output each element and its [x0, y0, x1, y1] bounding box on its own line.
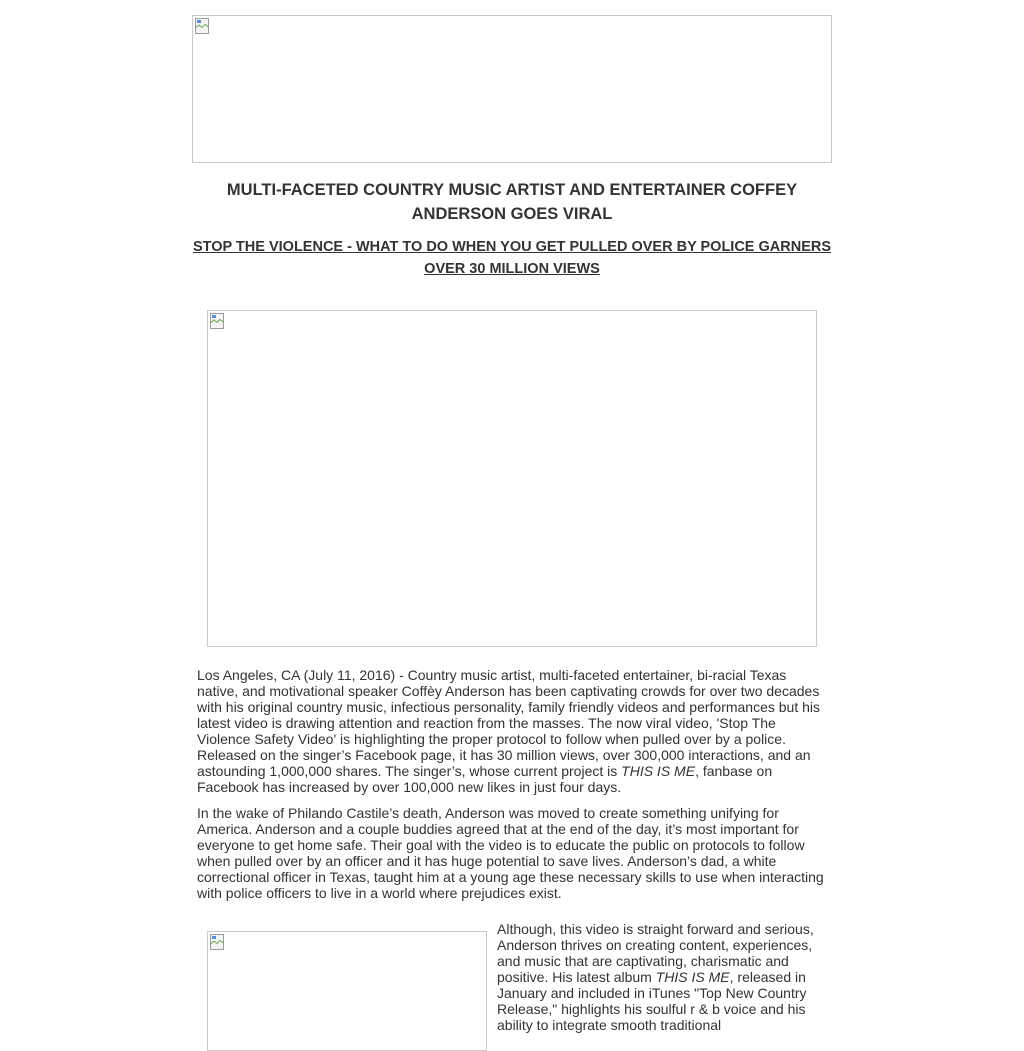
broken-image-icon — [195, 18, 209, 34]
paragraph-text: , fanbase on Facebook has increased by over 100,000 new likes in just four days. — [197, 763, 773, 795]
broken-image-icon — [210, 934, 224, 950]
paragraph-text: Although, this video is straight forward and serious, Anderson thrives on creating content, experiences, and music that are captivating, charismatic and positive. His latest album — [497, 921, 814, 985]
album-title: THIS IS ME — [621, 763, 696, 779]
page-title: MULTI-FACETED COUNTRY MUSIC ARTIST AND ENTERTAINER COFFEY ANDERSON GOES VIRAL — [226, 181, 798, 223]
album-title: THIS IS ME — [655, 969, 730, 985]
inline-image — [207, 931, 487, 1051]
header-banner-image — [192, 15, 832, 163]
page-subtitle: STOP THE VIOLENCE - WHAT TO DO WHEN YOU GET PULLED OVER BY POLICE GARNERS OVER 30 MILLION VIEWS — [192, 239, 832, 277]
article-paragraph-3 — [497, 921, 827, 1033]
article-paragraph-2: In the wake of Philando Castile’s death, Anderson was moved to create something unifying for America. Anderson and a couple buddies agreed that at the end of the day, it’s most important for everyone to get home safe. Their goal with the video is to educate the public on protocols to follow when pulled over by an officer and it has huge potential to save lives. Anderson’s dad, a white correctional officer in Texas, taught him at a young age these necessary skills to use when interacting with police officers to live in a world where prejudices exist. — [197, 805, 824, 901]
broken-image-icon — [210, 313, 224, 329]
article-paragraph-1 — [197, 667, 827, 795]
paragraph-text: Los Angeles, CA (July 11, 2016) - Country music artist, multi-faceted entertainer, bi-racial Texas native, and motivational speaker Coffèy Anderson has been captivating crowds for over two decades with his original country music, infectious personality, family friendly videos and performances but his latest video is drawing attention and reaction from the masses. The now viral video, 'Stop The Violence Safety Video' is highlighting the proper protocol to follow when pulled over by a police. Released on the singer’s Facebook page, it has 30 million views, over 300,000 interactions, and an astounding 1,000,000 shares. The singer’s, whose current project is — [197, 667, 821, 779]
hero-image — [207, 310, 817, 647]
paragraph-text: , released in January and included in iTunes "Top New Country Release," highlights his soulful r & b voice and his ability to integrate smooth traditional — [497, 969, 807, 1033]
